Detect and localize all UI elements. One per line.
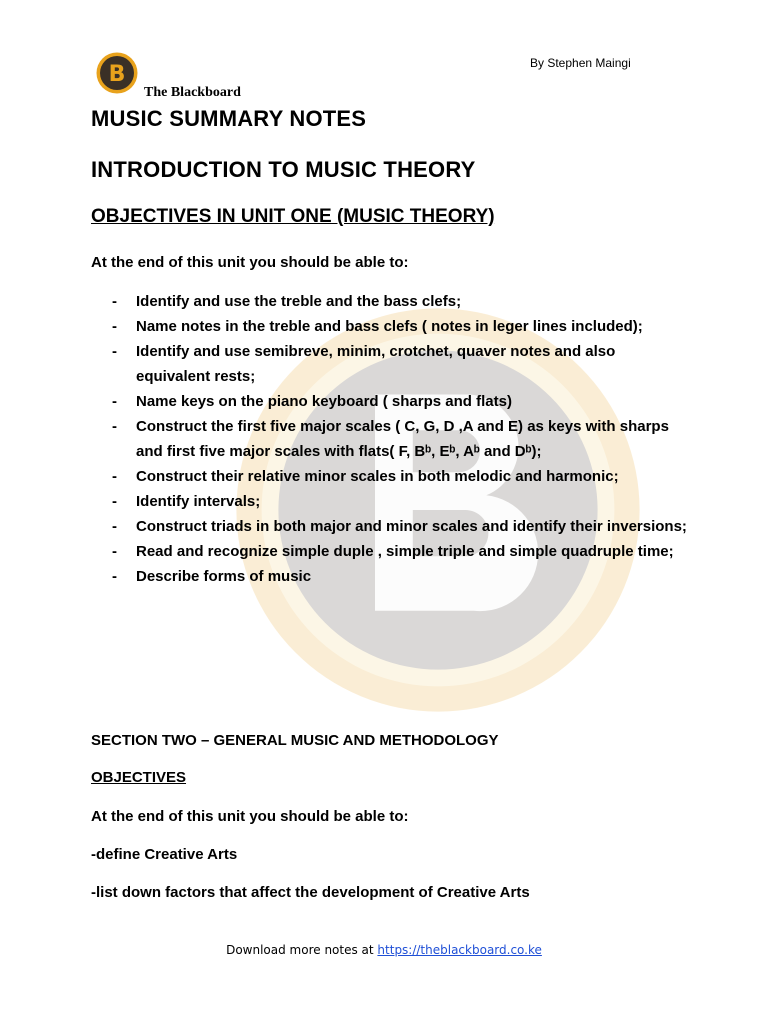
footer-text: Download more notes at	[226, 943, 378, 957]
list-item: - Name keys on the piano keyboard ( sharps and flats)	[112, 393, 512, 410]
objectives-label: OBJECTIVES	[91, 769, 187, 786]
objective-factors: -list down factors that affect the development of Creative Arts	[91, 884, 530, 901]
list-item: - Read and recognize simple duple , simple triple and simple quadruple time;	[112, 543, 674, 560]
unit-one-intro: At the end of this unit you should be able to:	[91, 254, 409, 271]
list-item: - Construct triads in both major and minor scales and identify their inversions;	[112, 518, 687, 535]
list-item: - Identify and use semibreve, minim, crotchet, quaver notes and also equivalent rests;	[112, 343, 616, 385]
list-item: - Describe forms of music	[112, 568, 312, 585]
footer-link[interactable]: https://theblackboard.co.ke	[377, 943, 542, 957]
objective-define: -define Creative Arts	[91, 846, 238, 863]
objectives-heading: OBJECTIVES IN UNIT ONE (MUSIC THEORY)	[91, 206, 495, 227]
brand-name: The Blackboard	[144, 85, 241, 100]
author-byline: By Stephen Maingi	[530, 56, 631, 70]
list-item: - Construct their relative minor scales in both melodic and harmonic;	[112, 468, 619, 485]
section-title: INTRODUCTION TO MUSIC THEORY	[91, 157, 476, 182]
list-item: - Construct the first five major scales ( C, G, D ,A and E) as keys with sharps and first five major scales with flats( F, Bᵇ, Eᵇ, Aᵇ and Dᵇ);	[112, 418, 669, 460]
list-item: - Name notes in the treble and bass clefs ( notes in leger lines included);	[112, 318, 643, 335]
blackboard-logo-icon	[96, 52, 138, 94]
page-title: MUSIC SUMMARY NOTES	[91, 106, 367, 131]
list-item: - Identify intervals;	[112, 493, 261, 510]
objectives-list	[112, 289, 692, 589]
list-item: - Identify and use the treble and the bass clefs;	[112, 293, 462, 310]
svg-text:B: B	[108, 62, 126, 87]
section-two-intro: At the end of this unit you should be able to:	[91, 808, 409, 825]
page-footer	[0, 943, 768, 957]
section-two-heading: SECTION TWO – GENERAL MUSIC AND METHODOLOGY	[91, 732, 499, 749]
